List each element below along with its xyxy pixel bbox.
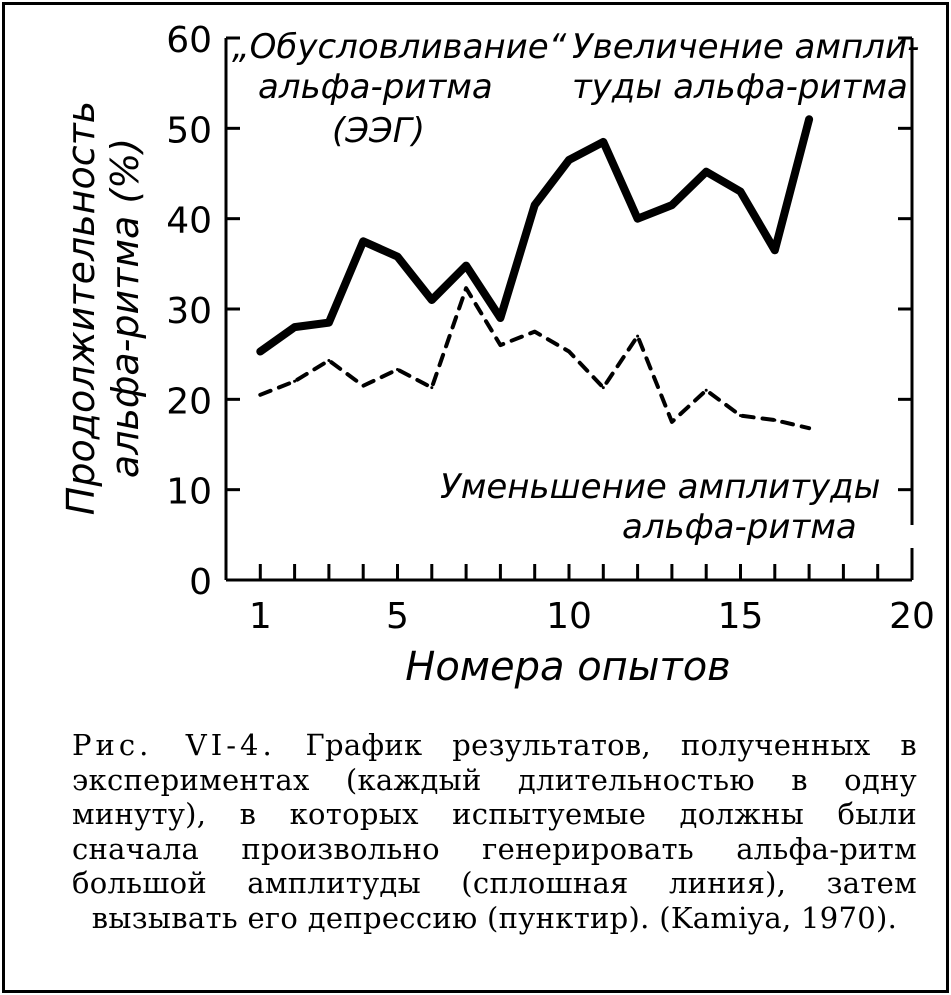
solid-point-9 — [532, 202, 538, 208]
solid-point-2 — [292, 324, 298, 330]
annotation-increase-line1: Увеличение ампли- — [572, 27, 920, 67]
caption-prefix: Рис. VI-4. — [72, 728, 276, 762]
solid-point-3 — [326, 320, 332, 326]
solid-point-8 — [497, 315, 503, 321]
solid-point-14 — [703, 169, 709, 175]
y-tick-label-30: 30 — [166, 291, 212, 332]
dashed-point-8 — [499, 344, 502, 347]
solid-point-16 — [772, 247, 778, 253]
annotation-decrease-line1: Уменьшение амплитуды — [440, 467, 881, 507]
y-tick-label-50: 50 — [166, 110, 212, 152]
solid-point-12 — [635, 216, 641, 222]
dashed-point-12 — [636, 335, 639, 338]
dashed-point-13 — [670, 420, 673, 423]
annotation-conditioning-line1: „Обусловливание“ — [232, 27, 567, 67]
solid-point-17 — [806, 116, 812, 122]
x-tick-label-5: 5 — [386, 596, 409, 637]
y-tick-label-10: 10 — [166, 471, 212, 513]
dashed-point-9 — [533, 330, 536, 333]
dashed-point-3 — [327, 359, 330, 362]
annotation-decrease-line2: альфа-ритма — [622, 507, 857, 547]
y-tick-label-40: 40 — [166, 200, 212, 242]
y-axis-label-line2: альфа-ритма (%) — [103, 137, 147, 479]
x-tick-label-15: 15 — [717, 596, 764, 637]
annotation-conditioning-line2: альфа-ритма — [258, 67, 493, 107]
dashed-point-6 — [430, 386, 433, 389]
figure-caption — [72, 728, 917, 935]
solid-point-11 — [600, 139, 606, 145]
dashed-point-4 — [362, 384, 365, 387]
dashed-point-14 — [705, 389, 708, 392]
series-line-solid — [260, 119, 809, 351]
chart-series — [257, 116, 812, 429]
solid-point-6 — [429, 297, 435, 303]
dashed-point-1 — [259, 393, 262, 396]
caption-text: График результатов, полученных в экспериментах (каждый длительностью в одну минуту), в которых испытуемые должны были сначала произвольно генерировать альфа-ритм большой амплитуды (сплошная линия), затем вызывать его депрессию (пунктир). (Kamiya, 1970). — [72, 728, 917, 935]
dashed-point-15 — [739, 414, 742, 417]
y-tick-label-0: 0 — [189, 562, 212, 603]
solid-point-5 — [395, 254, 401, 260]
dashed-point-2 — [293, 380, 296, 383]
x-tick-label-20: 20 — [889, 596, 935, 637]
annotation-increase-line2: туды альфа-ритма — [572, 67, 908, 107]
y-tick-label-60: 60 — [166, 20, 212, 61]
annotation-conditioning-line3: (ЭЭГ) — [332, 111, 425, 151]
solid-point-13 — [669, 202, 675, 208]
solid-point-7 — [463, 263, 469, 269]
y-tick-label-20: 20 — [166, 381, 212, 423]
dashed-point-7 — [465, 287, 468, 290]
dashed-point-17 — [808, 427, 811, 430]
solid-point-10 — [566, 157, 572, 163]
x-tick-label-10: 10 — [546, 596, 592, 637]
dashed-point-10 — [568, 350, 571, 353]
dashed-point-11 — [602, 386, 605, 389]
dashed-point-16 — [773, 419, 776, 422]
series-line-dashed — [260, 288, 809, 428]
solid-point-1 — [257, 348, 263, 354]
y-axis-label-line1: Продолжительность — [59, 100, 103, 516]
solid-point-4 — [360, 238, 366, 244]
solid-point-15 — [738, 189, 744, 195]
x-axis-label: Номера опытов — [405, 644, 731, 690]
x-tick-label-1: 1 — [248, 596, 272, 637]
dashed-point-5 — [396, 368, 399, 371]
